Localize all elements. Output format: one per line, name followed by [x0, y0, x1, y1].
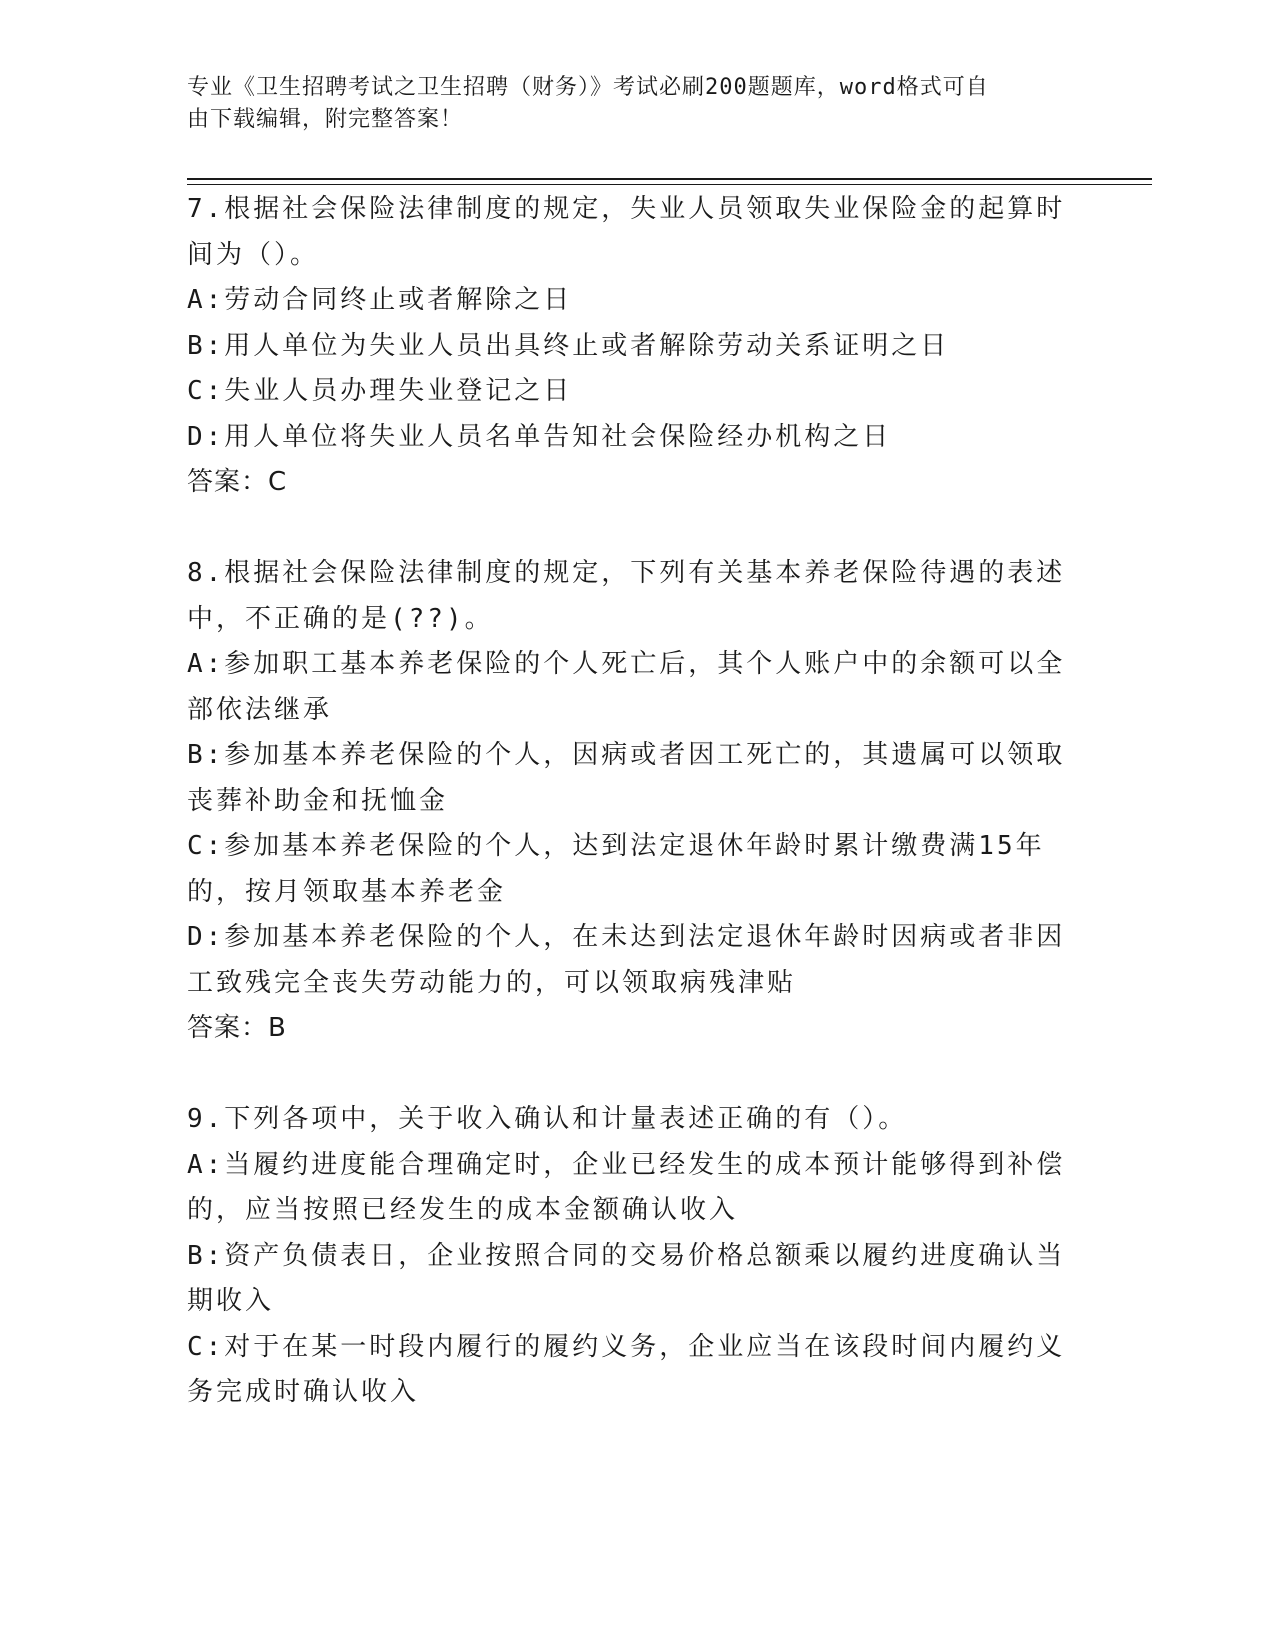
option-b-continued: 丧葬补助金和抚恤金	[187, 785, 449, 816]
option-b-continued: 期收入	[187, 1286, 275, 1316]
header-divider-thin	[187, 184, 1152, 185]
option-a: A:当履约进度能合理确定时，企业已经发生的成本预计能够得到补偿	[187, 1149, 1066, 1180]
header-line-1: 专业《卫生招聘考试之卫生招聘（财务）》考试必刷200题题库，word格式可自	[187, 75, 989, 100]
header-line-2: 由下载编辑，附完整答案！	[187, 107, 464, 132]
option-c: C:对于在某一时段内履行的履约义务，企业应当在该段时间内履约义	[187, 1331, 1066, 1362]
option-c: C:失业人员办理失业登记之日	[187, 376, 573, 406]
question-stem-line: 9.下列各项中，关于收入确认和计量表述正确的有（）。	[187, 1104, 908, 1134]
option-b: B:参加基本养老保险的个人，因病或者因工死亡的，其遗属可以领取	[187, 740, 1066, 770]
question-9	[187, 1097, 1067, 1416]
spacer	[187, 1052, 1067, 1098]
question-7	[187, 187, 1067, 506]
spacer	[187, 506, 1067, 552]
question-stem-line: 8.根据社会保险法律制度的规定，下列有关基本养老保险待遇的表述	[187, 558, 1066, 588]
option-d-continued: 工致残完全丧失劳动能力的，可以领取病残津贴	[187, 967, 797, 998]
option-c-continued: 的，按月领取基本养老金	[187, 876, 507, 907]
option-b: B:用人单位为失业人员出具终止或者解除劳动关系证明之日	[187, 330, 950, 361]
option-a: A:参加职工基本养老保险的个人死亡后，其个人账户中的余额可以全	[187, 649, 1066, 679]
question-stem-line: 7.根据社会保险法律制度的规定，失业人员领取失业保险金的起算时	[187, 194, 1066, 224]
option-a: A:劳动合同终止或者解除之日	[187, 285, 573, 315]
answer-text: 答案：B	[187, 1013, 287, 1043]
answer-text: 答案：C	[187, 467, 288, 497]
option-b: B:资产负债表日，企业按照合同的交易价格总额乘以履约进度确认当	[187, 1240, 1066, 1271]
question-8	[187, 551, 1067, 1052]
option-d: D:参加基本养老保险的个人，在未达到法定退休年龄时因病或者非因	[187, 922, 1066, 952]
option-d: D:用人单位将失业人员名单告知社会保险经办机构之日	[187, 421, 892, 452]
document-header	[187, 72, 1067, 136]
option-a-continued: 部依法继承	[187, 694, 333, 725]
question-list	[187, 187, 1067, 1416]
option-a-continued: 的，应当按照已经发生的成本金额确认收入	[187, 1195, 739, 1225]
header-divider-thick	[187, 178, 1152, 180]
option-c-continued: 务完成时确认收入	[187, 1377, 420, 1407]
question-stem-line: 中，不正确的是(??)。	[187, 603, 494, 634]
question-stem-line: 间为（）。	[187, 239, 320, 270]
option-c: C:参加基本养老保险的个人，达到法定退休年龄时累计缴费满15年	[187, 831, 1045, 861]
